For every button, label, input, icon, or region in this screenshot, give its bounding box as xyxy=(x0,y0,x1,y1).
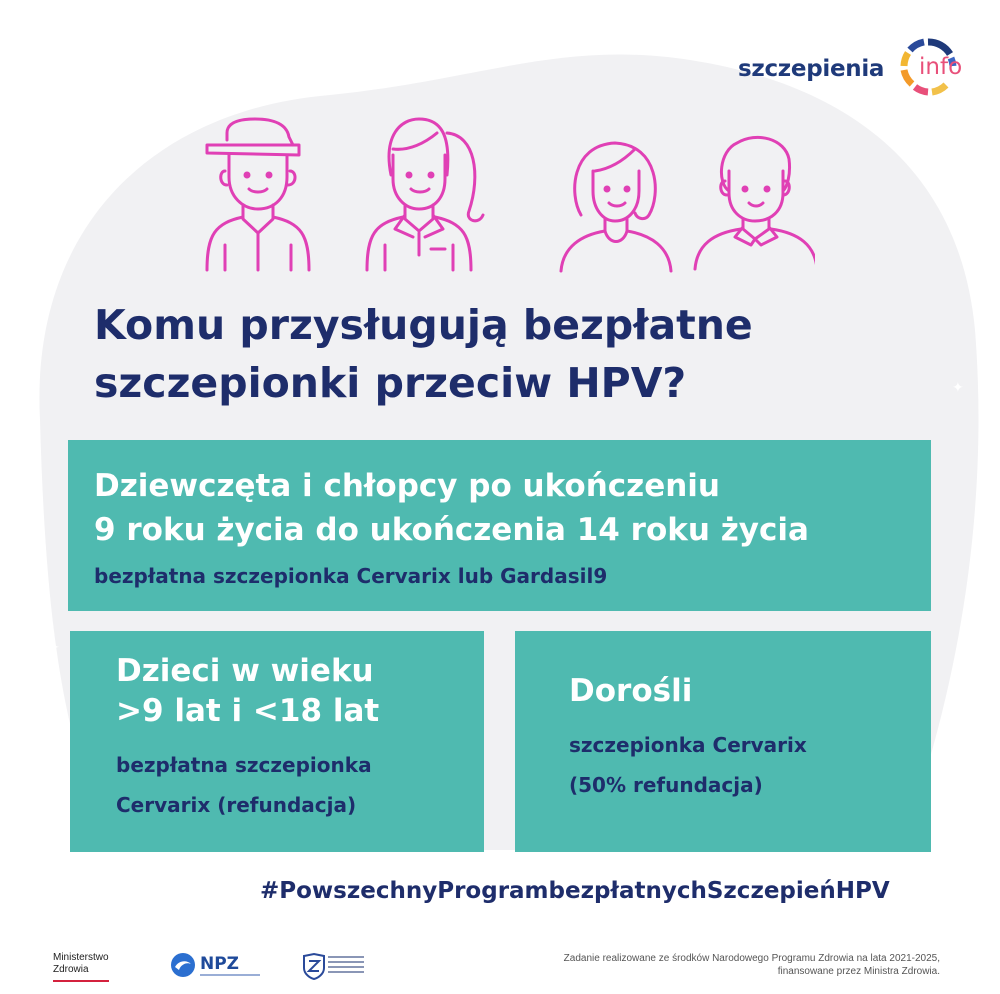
szczepienia-info-logo xyxy=(738,36,974,98)
box-left-heading-line-1: Dzieci w wieku xyxy=(116,653,374,689)
woman-icon xyxy=(561,143,671,271)
sparkle-icon: ✦ xyxy=(952,380,964,396)
box-top-subtext: bezpłatna szczepionka Cervarix lub Gardasil9 xyxy=(94,564,608,588)
box-top-heading xyxy=(94,464,924,552)
box-children-9-18 xyxy=(70,631,484,852)
man-icon xyxy=(695,137,815,269)
box-girls-boys-9-14 xyxy=(68,440,931,611)
npz-logo xyxy=(170,950,256,984)
funding-line-2: finansowane przez Ministra Zdrowia. xyxy=(777,966,940,977)
title-line-1: Komu przysługują bezpłatne xyxy=(94,301,753,349)
npz-wordmark: NPZ xyxy=(200,954,240,974)
logo-suffix: info xyxy=(919,54,963,80)
box-right-sub-line-1: szczepionka Cervarix xyxy=(569,733,807,757)
box-top-heading-line-1: Dziewczęta i chłopcy po ukończeniu xyxy=(94,468,720,504)
ministry-red-line xyxy=(53,980,109,982)
npz-swirl-icon xyxy=(170,952,196,978)
box-left-subtext xyxy=(116,745,476,825)
box-left-heading xyxy=(116,651,476,731)
ministry-of-health-logo xyxy=(53,952,129,982)
npz-tagline-bar xyxy=(200,974,260,976)
page-title xyxy=(94,296,914,412)
funding-line-1: Zadanie realizowane ze środków Narodowego Programu Zdrowia na lata 2021-2025, xyxy=(563,953,940,964)
boy-with-cap-icon xyxy=(207,119,309,270)
box-right-subtext xyxy=(569,725,909,805)
box-adults xyxy=(515,631,931,852)
people-illustration xyxy=(195,115,815,275)
campaign-hashtag: #PowszechnyProgrambezpłatnychSzczepieńHPV xyxy=(260,878,890,904)
box-right-sub-line-2: (50% refundacja) xyxy=(569,773,763,797)
box-top-heading-line-2: 9 roku życia do ukończenia 14 roku życia xyxy=(94,512,809,548)
ministry-line-1: Ministerstwo xyxy=(53,952,109,963)
nipz-logo xyxy=(302,952,364,982)
ministry-line-2: Zdrowia xyxy=(53,964,89,975)
box-left-sub-line-2: Cervarix (refundacja) xyxy=(116,793,357,817)
girl-with-ponytail-icon xyxy=(367,119,483,270)
box-left-sub-line-1: bezpłatna szczepionka xyxy=(116,753,372,777)
sparkle-icon: ✦ xyxy=(48,640,60,656)
title-line-2: szczepionki przeciw HPV? xyxy=(94,359,687,407)
funding-note xyxy=(540,952,940,978)
nipz-emblem-icon xyxy=(302,952,326,980)
logo-word: szczepienia xyxy=(738,56,885,82)
box-right-heading: Dorośli xyxy=(569,673,693,709)
nipz-text-lines xyxy=(328,956,364,976)
box-left-heading-line-2: >9 lat i <18 lat xyxy=(116,693,380,729)
